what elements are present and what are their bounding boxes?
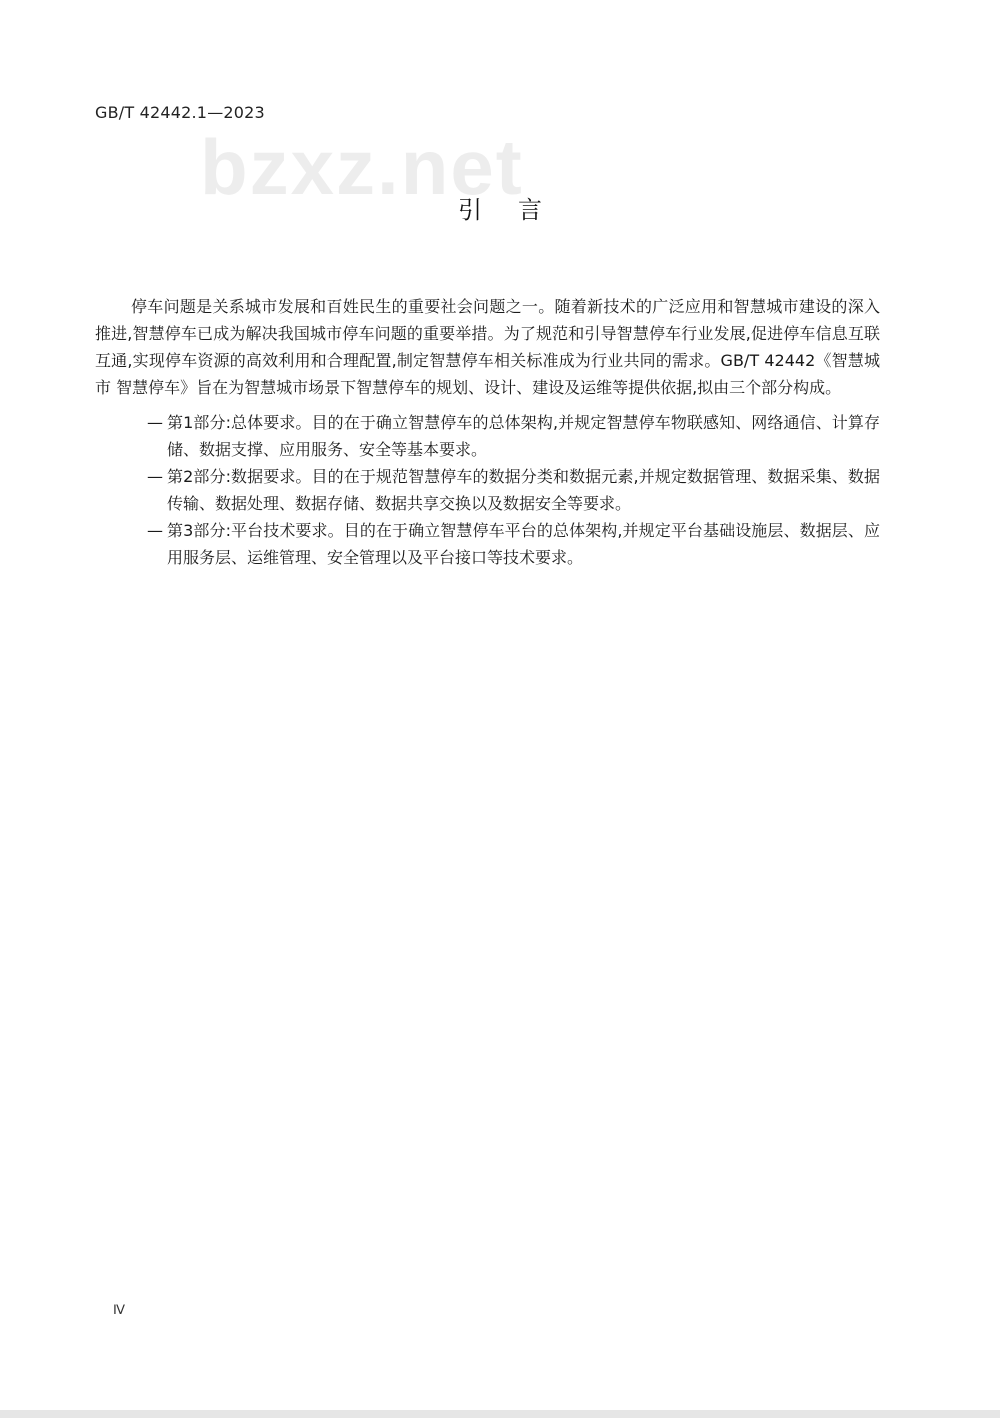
list-dash: — <box>147 467 163 486</box>
part-text: 第3部分:平台技术要求。目的在于确立智慧停车平台的总体架构,并规定平台基础设施层、数据层、应用服务层、运维管理、安全管理以及平台接口等技术要求。 <box>167 521 880 567</box>
part-item-2 <box>95 463 880 517</box>
page-number: Ⅳ <box>113 1302 125 1317</box>
part-item-3 <box>95 517 880 571</box>
section-title: 引言 <box>458 196 578 224</box>
page-edge <box>0 1410 1000 1418</box>
parts-list <box>95 409 880 571</box>
list-dash: — <box>147 521 163 540</box>
part-text: 第2部分:数据要求。目的在于规范智慧停车的数据分类和数据元素,并规定数据管理、数据采集、数据传输、数据处理、数据存储、数据共享交换以及数据安全等要求。 <box>167 467 880 513</box>
part-item-1 <box>95 409 880 463</box>
intro-paragraph: 停车问题是关系城市发展和百姓民生的重要社会问题之一。随着新技术的广泛应用和智慧城市建设的深入推进,智慧停车已成为解决我国城市停车问题的重要举措。为了规范和引导智慧停车行业发展,促进停车信息互联互通,实现停车资源的高效利用和合理配置,制定智慧停车相关标准成为行业共同的需求。GB/T 42442《智慧城市 智慧停车》旨在为智慧城市场景下智慧停车的规划、设计、建设及运维等提供依据,拟由三个部分构成。 <box>95 297 880 397</box>
standard-code-header: GB/T 42442.1—2023 <box>95 103 265 122</box>
watermark: bzxz.net <box>200 123 524 211</box>
list-dash: — <box>147 413 163 432</box>
part-text: 第1部分:总体要求。目的在于确立智慧停车的总体架构,并规定智慧停车物联感知、网络通信、计算存储、数据支撑、应用服务、安全等基本要求。 <box>167 413 880 459</box>
